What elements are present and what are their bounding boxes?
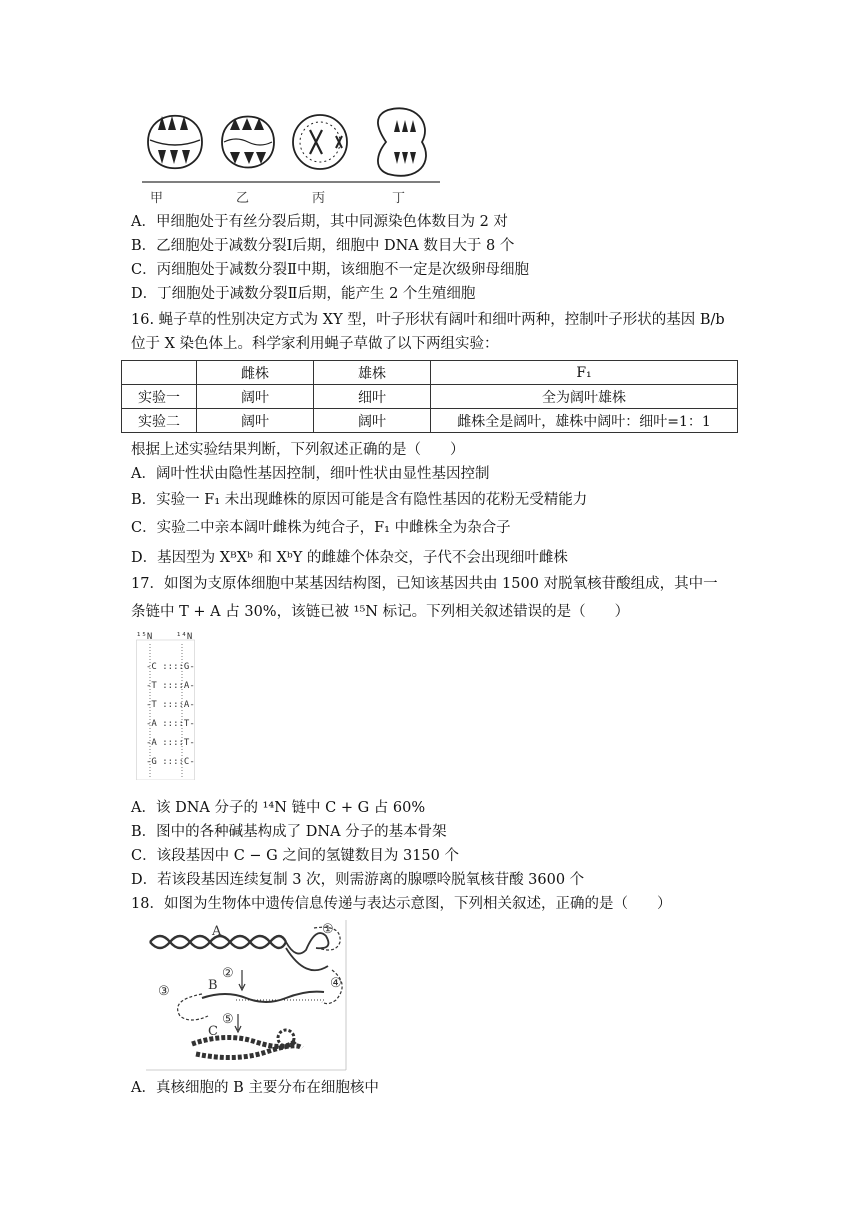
fig18-label-b: B	[208, 978, 218, 993]
q16-stem-line2: 位于 X 染色体上。科学家利用蝇子草做了以下两组实验：	[131, 336, 499, 352]
cell-bing	[293, 115, 347, 169]
dna-left-label: ¹⁵N	[136, 632, 153, 642]
gene-expression-figure	[146, 920, 348, 1072]
fig18-label-5: ⑤	[222, 1012, 234, 1027]
dna-base-pair: -T ::::A-	[146, 700, 195, 710]
table-header-cell: F₁	[431, 361, 738, 385]
table-cell: 细叶	[314, 385, 431, 409]
fig18-label-a: A	[212, 924, 222, 939]
table-cell: 阔叶	[197, 409, 314, 433]
dna-right-label: ¹⁴N	[176, 632, 193, 642]
table-cell: 实验二	[122, 409, 197, 433]
q17-option-a: A．该 DNA 分子的 ¹⁴N 链中 C + G 占 60%	[131, 800, 426, 816]
q16-option-c: C．实验二中亲本阔叶雌株为纯合子，F₁ 中雌株全为杂合子	[131, 520, 511, 536]
q15-option-a: A．甲细胞处于有丝分裂后期，其中同源染色体数目为 2 对	[131, 214, 508, 230]
dna-base-pair: -G ::::C-	[146, 757, 195, 767]
experiment-table	[121, 360, 738, 433]
table-row	[122, 409, 738, 433]
dna-base-pair: -C ::::G-	[146, 662, 195, 672]
cell-ding	[378, 108, 426, 175]
table-cell: 雌株全是阔叶，雄株中阔叶：细叶=1：1	[431, 409, 738, 433]
cell-yi	[222, 117, 274, 168]
cell-label-yi: 乙	[236, 191, 250, 206]
fig18-label-4: ④	[330, 976, 342, 991]
q16-option-d: D．基因型为 XᴮXᵇ 和 XᵇY 的雌雄个体杂交，子代不会出现细叶雌株	[131, 550, 568, 566]
q18-stem: 18．如图为生物体中遗传信息传递与表达示意图，下列相关叙述，正确的是（ ）	[131, 896, 672, 912]
q15-option-b: B．乙细胞处于减数分裂Ⅰ后期，细胞中 DNA 数目大于 8 个	[131, 238, 515, 254]
table-cell: 阔叶	[314, 409, 431, 433]
table-header-cell: 雌株	[197, 361, 314, 385]
q17-option-d: D．若该段基因连续复制 3 次，则需游离的腺嘌呤脱氧核苷酸 3600 个	[131, 872, 585, 888]
dna-base-pair: -A ::::T-	[146, 719, 195, 729]
q17-option-b: B．图中的各种碱基构成了 DNA 分子的基本骨架	[131, 824, 447, 840]
q17-stem-line2: 条链中 T + A 占 30%，该链已被 ¹⁵N 标记。下列相关叙述错误的是（ ）	[131, 604, 630, 620]
q16-option-b: B．实验一 F₁ 未出现雌株的原因可能是含有隐性基因的花粉无受精能力	[131, 492, 588, 508]
fig18-label-c: C	[208, 1024, 218, 1039]
table-header-cell	[122, 361, 197, 385]
table-row	[122, 385, 738, 409]
q16-stem-line1: 16. 蝇子草的性别决定方式为 XY 型，叶子形状有阔叶和细叶两种，控制叶子形状的基因 B/b	[131, 312, 725, 328]
dna-base-pair: -A ::::T-	[146, 738, 195, 748]
fig18-label-2: ②	[222, 966, 234, 981]
fig18-label-1: ①	[322, 922, 334, 937]
q18-option-a: A．真核细胞的 B 主要分布在细胞核中	[131, 1080, 379, 1096]
table-cell: 阔叶	[197, 385, 314, 409]
cell-label-bing: 丙	[312, 191, 326, 206]
cell-jia	[148, 116, 202, 169]
table-cell: 实验一	[122, 385, 197, 409]
q16-option-a: A．阔叶性状由隐性基因控制，细叶性状由显性基因控制	[131, 466, 490, 482]
dna-base-pair: -T ::::A-	[146, 681, 195, 691]
fig18-label-3: ③	[158, 984, 170, 999]
table-header-cell: 雄株	[314, 361, 431, 385]
q15-option-d: D．丁细胞处于减数分裂Ⅱ后期，能产生 2 个生殖细胞	[131, 286, 476, 302]
q17-stem-line1: 17．如图为支原体细胞中某基因结构图，已知该基因共由 1500 对脱氧核苷酸组成，其中一	[131, 576, 718, 592]
q17-option-c: C．该段基因中 C − G 之间的氢键数目为 3150 个	[131, 848, 459, 864]
q16-question: 根据上述实验结果判断，下列叙述正确的是（ ）	[131, 442, 465, 458]
table-header-row	[122, 361, 738, 385]
q15-option-c: C．丙细胞处于减数分裂Ⅱ中期，该细胞不一定是次级卵母细胞	[131, 262, 529, 278]
table-cell: 全为阔叶雄株	[431, 385, 738, 409]
cell-label-jia: 甲	[150, 191, 164, 206]
cell-label-ding: 丁	[392, 191, 406, 206]
